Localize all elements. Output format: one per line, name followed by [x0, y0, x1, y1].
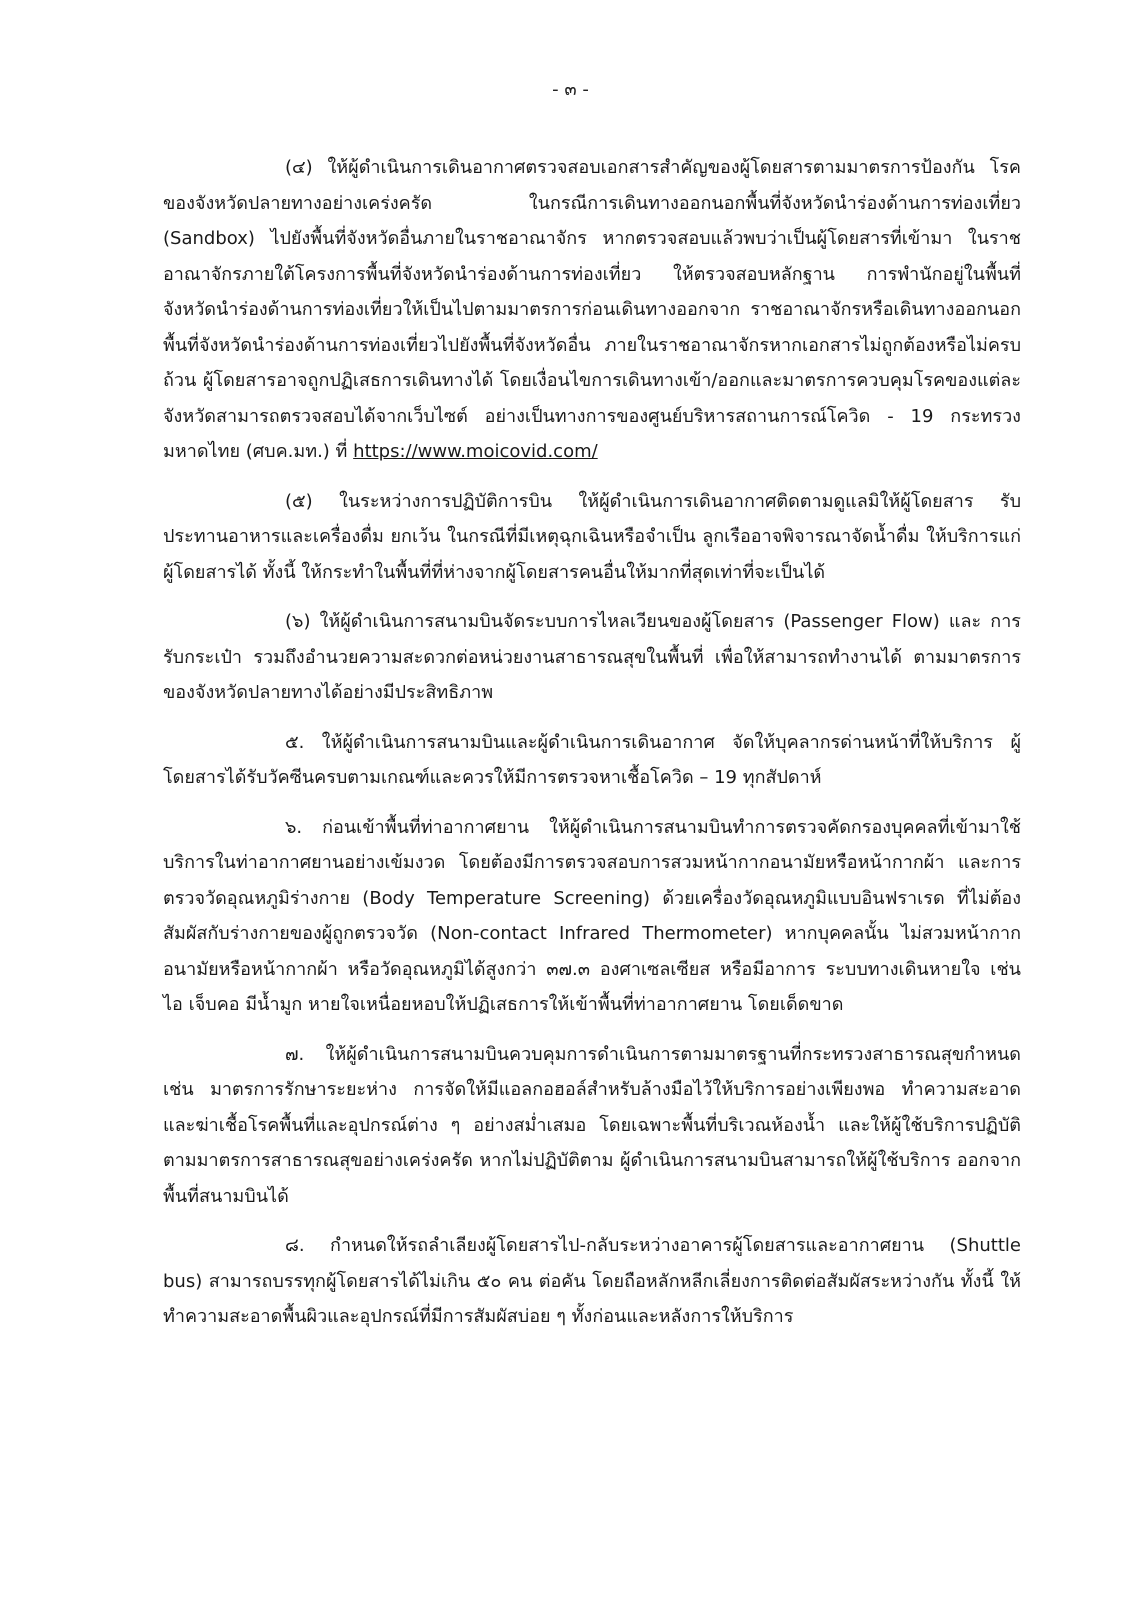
paragraph-line: โดยเงื่อนไขการเดินทางเข้า/ออกและมาตรการควบคุมโรคของแต่ละจังหวัดสามารถตรวจสอบได้จากเว็บไซต์	[163, 370, 1021, 427]
paragraph-line: ให้ทำความสะอาดพื้นผิวและอุปกรณ์ที่มีการสัมผัสบ่อย ๆ ทั้งก่อนและหลังการให้บริการ	[163, 1270, 1021, 1327]
page-number: - ๓ -	[552, 79, 589, 100]
paragraph-line: ในราชอาณาจักรภายใต้โครงการพื้นที่จังหวัดนำร่องด้านการท่องเที่ยว ให้ตรวจสอบหลักฐาน	[163, 228, 1021, 285]
paragraph-line: รับประทานอาหารและเครื่องดื่ม ยกเว้น ในกรณีที่มีเหตุฉุกเฉินหรือจำเป็น ลูกเรืออาจพิจารณาจัดน้ำดื่ม	[163, 490, 1021, 547]
paragraph-line: (๕) ในระหว่างการปฏิบัติการบิน ให้ผู้ดำเนินการเดินอากาศติดตามดูแลมิให้ผู้โดยสาร	[285, 490, 974, 512]
moicovid-link[interactable]: https://www.moicovid.com/	[353, 441, 598, 462]
paragraph-line: และฆ่าเชื้อโรคพื้นที่และอุปกรณ์ต่าง ๆ อย่างสม่ำเสมอ โดยเฉพาะพื้นที่บริเวณห้องน้ำ และให้ผู้ใช้บริการปฏิบัติ	[163, 1114, 1021, 1136]
paragraph-line: การรับกระเป๋า รวมถึงอำนวยความสะดวกต่อหน่วยงานสาธารณสุขในพื้นที่ เพื่อให้สามารถทำงานได้	[163, 611, 1021, 668]
paragraph-line: ๕. ให้ผู้ดำเนินการสนามบินและผู้ดำเนินการเดินอากาศ จัดให้บุคลากรด่านหน้าที่ให้บริการ	[285, 731, 993, 753]
paragraph-line: อย่างเป็นทางการของศูนย์บริหารสถานการณ์โควิด - 19 กระทรวงมหาดไทย (ศบค.มท.) ที่	[163, 405, 1021, 462]
paragraph-line: ที่ไม่ต้องสัมผัสกับร่างกายของผู้ถูกตรวจวัด (Non-contact Infrared Thermometer) หากบุคคลนั้น	[163, 887, 1021, 944]
paragraph-line: ผู้โดยสารได้รับวัคซีนครบตามเกณฑ์และควรให้มีการตรวจหาเชื้อโควิด – 19 ทุกสัปดาห์	[163, 731, 1021, 788]
document-body	[163, 150, 1021, 1349]
paragraph-line: ตามมาตรการของจังหวัดปลายทางได้อย่างมีประสิทธิภาพ	[163, 646, 1021, 703]
paragraph-line: ระบบทางเดินหายใจ เช่น ไอ เจ็บคอ มีน้ำมูก หายใจเหนื่อยหอบให้ปฏิเสธการให้เข้าพื้นที่ท่าอากาศยาน	[163, 958, 1021, 1015]
section-6	[163, 810, 1021, 1023]
paragraph-line: (๖) ให้ผู้ดำเนินการสนามบินจัดระบบการไหลเวียนของผู้โดยสาร (Passenger Flow) และ	[285, 611, 982, 632]
paragraph-line: (Sandbox) ไปยังพื้นที่จังหวัดอื่นภายในราชอาณาจักร หากตรวจสอบแล้วพบว่าเป็นผู้โดยสารที่เข้ามา	[163, 228, 953, 249]
paragraph-4	[163, 150, 1021, 470]
paragraph-line: ไม่สวมหน้ากากอนามัยหรือหน้ากากผ้า หรือวัดอุณหภูมิได้สูงกว่า ๓๗.๓ องศาเซลเซียส หรือมีอาการ	[163, 923, 1021, 980]
paragraph-5	[163, 484, 1021, 591]
section-8	[163, 1228, 1021, 1335]
paragraph-line: เช่น มาตรการรักษาระยะห่าง การจัดให้มีแอลกอฮอล์สำหรับล้างมือไว้ให้บริการอย่างเพียงพอ ทำความสะอาด	[163, 1079, 1021, 1100]
paragraph-line: ๖. ก่อนเข้าพื้นที่ท่าอากาศยาน ให้ผู้ดำเนินการสนามบินทำการตรวจคัดกรองบุคคลที่เข้ามาใช้	[285, 816, 1021, 838]
paragraph-line: การพำนักอยู่ในพื้นที่จังหวัดนำร่องด้านการท่องเที่ยวให้เป็นไปตามมาตรการก่อนเดินทางออกจาก	[163, 263, 1021, 320]
paragraph-line: ราชอาณาจักรหรือเดินทางออกนอกพื้นที่จังหวัดนำร่องด้านการท่องเที่ยวไปยังพื้นที่จังหวัดอื่น	[163, 299, 1021, 356]
paragraph-line: โดยเด็ดขาด	[747, 994, 844, 1015]
paragraph-line: (๔) ให้ผู้ดำเนินการเดินอากาศตรวจสอบเอกสารสำคัญของผู้โดยสารตามมาตรการป้องกัน	[285, 157, 975, 178]
paragraph-line: ๘. กำหนดให้รถลำเลียงผู้โดยสารไป-กลับระหว่างอาคารผู้โดยสารและอากาศยาน (Shuttle bus)	[163, 1235, 1021, 1292]
paragraph-line: ตามมาตรการสาธารณสุขอย่างเคร่งครัด หากไม่ปฏิบัติตาม ผู้ดำเนินการสนามบินสามารถให้ผู้ใช้บริการ	[163, 1150, 951, 1171]
paragraph-line: สามารถบรรทุกผู้โดยสารได้ไม่เกิน ๕๐ คน ต่อคัน โดยถือหลักหลีกเลี่ยงการติดต่อสัมผัสระหว่างกัน ทั้งนี้	[208, 1270, 994, 1292]
paragraph-line: บริการในท่าอากาศยานอย่างเข้มงวด โดยต้องมีการตรวจสอบการสวมหน้ากากอนามัยหรือหน้ากากผ้า	[163, 852, 945, 873]
paragraph-line: ออกจากพื้นที่สนามบินได้	[163, 1150, 1021, 1207]
paragraph-line: โรคของจังหวัดปลายทางอย่างเคร่งครัด ในกรณีการเดินทางออกนอกพื้นที่จังหวัดนำร่องด้านการท่องเที่ยว	[163, 157, 1021, 214]
section-7	[163, 1037, 1021, 1215]
paragraph-line: ให้บริการแก่ผู้โดยสารได้ ทั้งนี้ ให้กระทำในพื้นที่ที่ห่างจากผู้โดยสารคนอื่นให้มากที่สุดเท่าที่จะเป็นได้	[163, 526, 1021, 583]
paragraph-line: ภายในราชอาณาจักรหากเอกสารไม่ถูกต้องหรือไม่ครบถ้วน ผู้โดยสารอาจถูกปฏิเสธการเดินทางได้	[163, 334, 1021, 391]
section-5	[163, 725, 1021, 796]
paragraph-line: ๗. ให้ผู้ดำเนินการสนามบินควบคุมการดำเนินการตามมาตรฐานที่กระทรวงสาธารณสุขกำหนด	[285, 1043, 1021, 1065]
paragraph-line: และการตรวจวัดอุณหภูมิร่างกาย (Body Temperature Screening) ด้วยเครื่องวัดอุณหภูมิแบบอินฟราเรด	[163, 852, 1021, 909]
paragraph-6	[163, 604, 1021, 711]
